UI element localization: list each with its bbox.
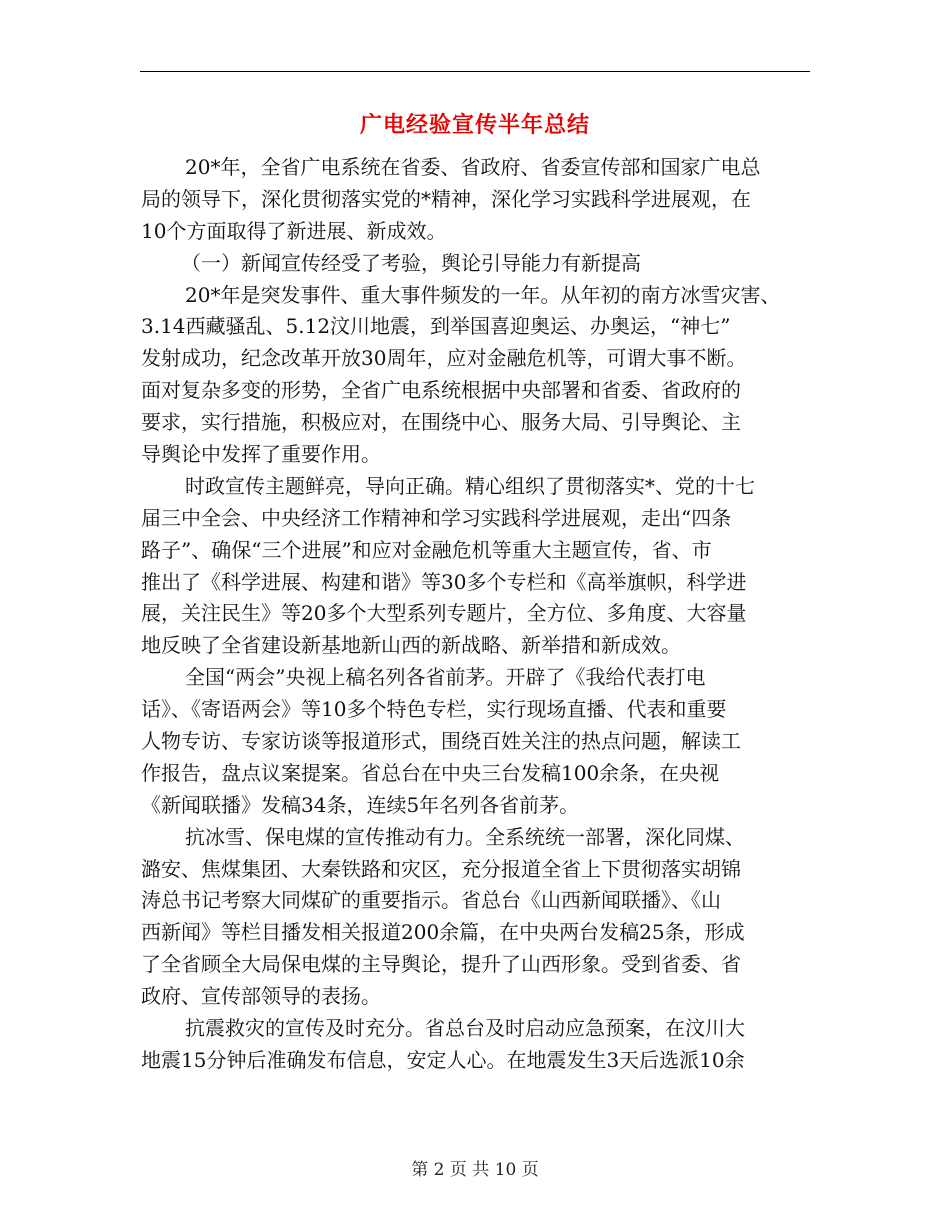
body-line: 10个方面取得了新进展、新成效。: [141, 218, 447, 243]
body-line: 抗冰雪、保电煤的宣传推动有力。全系统统一部署，深化同煤、: [185, 824, 745, 849]
body-line: 局的领导下，深化贯彻落实党的*精神，深化学习实践科学进展观，在: [141, 186, 751, 211]
body-line: 20*年是突发事件、重大事件频发的一年。从年初的南方冰雪灾害、: [185, 282, 781, 307]
body-line: 人物专访、专家访谈等报道形式，围绕百姓关注的热点问题，解读工: [141, 729, 741, 754]
body-line: 路子”、确保“三个进展”和应对金融危机等重大主题宣传，省、市: [141, 537, 712, 562]
document-body: [141, 152, 811, 1077]
body-line: 3.14西藏骚乱、5.12汶川地震，到举国喜迎奥运、办奥运，“神七”: [141, 314, 731, 339]
body-line: 20*年，全省广电系统在省委、省政府、省委宣传部和国家广电总: [185, 155, 761, 179]
body-line: 面对复杂多变的形势，全省广电系统根据中央部署和省委、省政府的: [141, 378, 741, 403]
body-line: 时政宣传主题鲜亮，导向正确。精心组织了贯彻落实*、党的十七: [185, 473, 755, 498]
document-title: 广电经验宣传半年总结: [359, 113, 590, 138]
body-line: 发射成功，纪念改革开放30周年，应对金融危机等，可谓大事不断。: [141, 346, 747, 371]
body-line: 涛总书记考察大同煤矿的重要指示。省总台《山西新闻联播》、《山: [141, 888, 721, 913]
body-line: 要求，实行措施，积极应对，在围绕中心、服务大局、引导舆论、主: [141, 410, 741, 435]
body-line: 抗震救灾的宣传及时充分。省总台及时启动应急预案，在汶川大: [185, 1016, 745, 1041]
body-line: 地反映了全省建设新基地新山西的新战略、新举措和新成效。: [141, 633, 681, 658]
body-line: 了全省顾全大局保电煤的主导舆论，提升了山西形象。受到省委、省: [141, 952, 741, 977]
body-line: 导舆论中发挥了重要作用。: [141, 442, 381, 467]
body-line: 届三中全会、中央经济工作精神和学习实践科学进展观，走出“四条: [141, 505, 732, 530]
body-line: 政府、宣传部领导的表扬。: [141, 984, 381, 1009]
page-number: 第 2 页 共 10 页: [411, 1160, 539, 1180]
body-line: 展，关注民生》等20多个大型系列专题片，全方位、多角度、大容量: [141, 601, 747, 626]
body-line: 潞安、焦煤集团、大秦铁路和灾区，充分报道全省上下贯彻落实胡锦: [141, 856, 741, 881]
body-line: 地震15分钟后准确发布信息，安定人心。在地震发生3天后选派10余: [141, 1047, 745, 1072]
section-heading: （一）新闻宣传经受了考验，舆论引导能力有新提高: [181, 250, 641, 275]
body-line: 全国“两会”央视上稿名列各省前茅。开辟了《我给代表打电: [185, 665, 706, 690]
body-line: 推出了《科学进展、构建和谐》等30多个专栏和《高举旗帜，科学进: [141, 569, 747, 594]
body-line: 作报告，盘点议案提案。省总台在中央三台发稿100余条，在央视: [141, 760, 720, 785]
header-rule: [140, 71, 810, 72]
body-line: 话》、《寄语两会》等10多个特色专栏，实行现场直播、代表和重要: [141, 697, 727, 722]
body-line: 西新闻》等栏目播发相关报道200余篇，在中央两台发稿25条，形成: [141, 920, 745, 945]
body-line: 《新闻联播》发稿34条，连续5年名列各省前茅。: [141, 792, 580, 817]
